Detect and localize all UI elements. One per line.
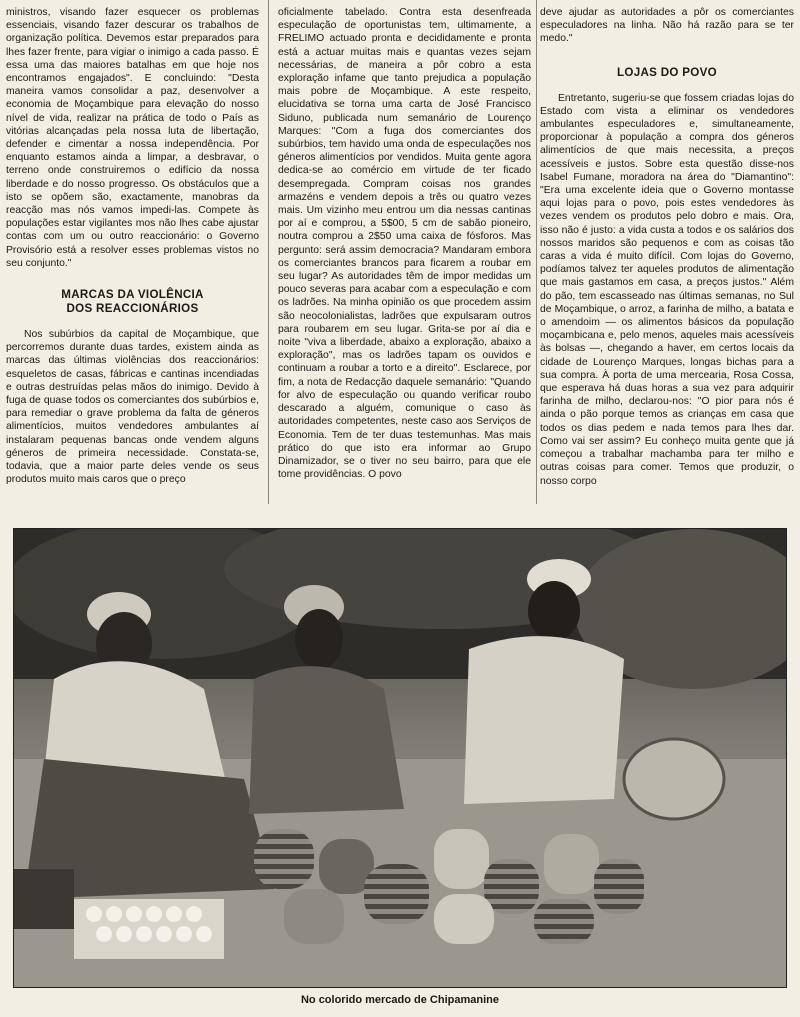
heading-line-1: MARCAS DA VIOLÊNCIA: [61, 288, 204, 302]
column3-paragraph: Entretanto, sugeriu-se que fossem criadas lojas do Estado com vista a eliminar os vendedores ambulantes especuladores e, simultaneamente, proporcionar à população a compra dos géneros alimentícios de que mais necessita, a preços acessíveis e justos. Sobre esta questão disse-nos Isabel Fumane, moradora na área do "Diamantino": "Era uma excelente ideia que o Governo montasse aqui lojas para o povo, pois estes vendedores às vezes vendem os produtos pelo dobro e mais. Ora, isso não é justo: a vida custa a todos e os salários dos nossos maridos são pequenos e com as coisas tão caras a vida é muito difícil. Com lojas do Governo, podíamos talvez ter aqueles produtos de alimentação que mais gastamos em casa, a preços justos." Além do pão, tem escasseado nas últimas semanas, no Sul de Moçambique, o arroz, a farinha de milho, a batata e o amendoim — os alimentos básicos da população moçambicana e, pelo menos, aqueles mais acessíveis às bolsas —, chegando a haver, em certos locais da cidade de Lourenço Marques, longas bichas para a sua compra. À porta de uma mercearia, Rosa Cossa, que esperava há duas horas a sua vez para adquirir farinha de milho, declarou-nos: "O pior para nós é ainda o pão porque temos as crianças em casa que todos os dias pedem e nada temos para lhes dar. Como vai ser assim? Eu conheço muita gente que já começou a trabalhar machamba para ter milho e outras coisas para comer. Temos que produzir, o nosso corpo: [540, 92, 794, 487]
article-column-1: [6, 6, 259, 487]
market-photo: [13, 528, 787, 988]
column1-paragraph-after-heading: Nos subúrbios da capital de Moçambique, que percorremos durante duas tardes, existem ainda as marcas das últimas violências dos reaccionários: esqueletos de casas, fábricas e cantinas incendiadas e outras destruídas pelas mãos do inimigo. Devido à fuga de quase todos os comerciantes dos subúrbios e, para remediar o grave problema da falta de géneros alimentícios, muitos vendedores ambulantes aí instalaram pequenas bancas onde vendem alguns géneros de primeira necessidade. Constata-se, todavia, que a maior parte deles vende os seus produtos muito mais caros que o preço: [6, 329, 259, 486]
photo-caption: No colorido mercado de Chipamanine: [300, 994, 500, 1006]
section-heading-marcas: [6, 288, 259, 316]
column-divider: [536, 0, 537, 504]
column3-intro: deve ajudar as autoridades a pôr os comerciantes especuladores na linha. Não há razão para se ter medo.": [540, 7, 794, 45]
market-photo-illustration: [14, 529, 786, 987]
heading-line-2: DOS REACCIONÁRIOS: [66, 302, 199, 316]
column1-paragraph: ministros, visando fazer esquecer os problemas essenciais, visando fazer descurar os trabalhos de organização política. Devemos estar preparados para lhes fazer frente, para vigiar o inimigo a cada passo. É essa uma das maiores batalhas em que hoje nos encontramos engajados". E concluindo: "Desta maneira vamos consolidar a paz, desenvolver a economia de Moçambique para elevação do nosso nível de vida, realizar na prática de todo o País as vitórias alcançadas pela nossa luta de libertação, defender e cimentar a nossa independência. Por enquanto estamos ainda a limpar, a desbravar, o terreno onde construiremos o edifício da nossa liberdade e do nosso progresso. Os obstáculos que a isto se opõem são, exactamente, manobras da reacção mas nós vamos impedi-las. Compete às populações estar vigilantes mos não lhes cabe ajustar contas com um ou outro reaccionário: o Governo Provisório está a resolver esses problemas vistos no seu conjunto.": [6, 7, 259, 269]
column2-paragraph: oficialmente tabelado. Contra esta desenfreada especulação de oportunistas tem, ultimamente, a FRELIMO actuado pronta e decididamente e pronta está a actuar muitas mais e quantas vezes sejam necessárias, de maneira a pôr cobro a esta exploração infame que tanto prejudica a população mais pobre de Moçambique. A este respeito, elucidativa se torna uma carta de José Francisco Siduno, publicada num semanário de Lourenço Marques: "Com a fuga dos comerciantes dos subúrbios, tem havido uma onda de especulações nos géneros alimentícios por vendidos. Muita gente agora dedica-se ao comércio em virtude de ter ficado desempregada. Compram coisas nos grandes armazéns e vendem depois a três ou quatro vezes mais. Um vizinho meu entrou um dia nessas cantinas por aí e comprou, a 5$00, 5 cm de sabão pioneiro, noutra comprou a 2$50 uma caixa de fósforos. Mas pergunto: será assim democracia? Mandaram embora os comerciantes brancos para ficarem a roubar em seu lugar? As autoridades têm de impor medidas um pouco severas para acabar com a especulação e com os ladrões. Na minha opinião os que procedem assim são neocolonialistas, ladrões que expulsaram outros para roubarem em seu lugar. Grita-se por aí dia e noite "viva a liberdade, abaixo a exploração, abaixo a exploração", mas os ladrões tapam os ouvidos e continuam a roubar a torto e a direito". Esclarece, por fim, a nota de Redacção daquele semanário: "Quando for alvo de especulação ou quando verificar roubo descarado a alguém, comunique o caso às autoridades competentes, neste caso aos Serviços de Economia. Tem de ter duas testemunhas. Mas mais prático do que isto era informar ao Grupo Dinamizador, se o tiver no seu bairro, para que ele tome providências. O povo: [278, 7, 531, 481]
column-divider: [268, 0, 269, 504]
section-heading-lojas: LOJAS DO POVO: [617, 65, 717, 79]
article-column-2: [278, 6, 531, 481]
article-column-3: [540, 6, 794, 488]
